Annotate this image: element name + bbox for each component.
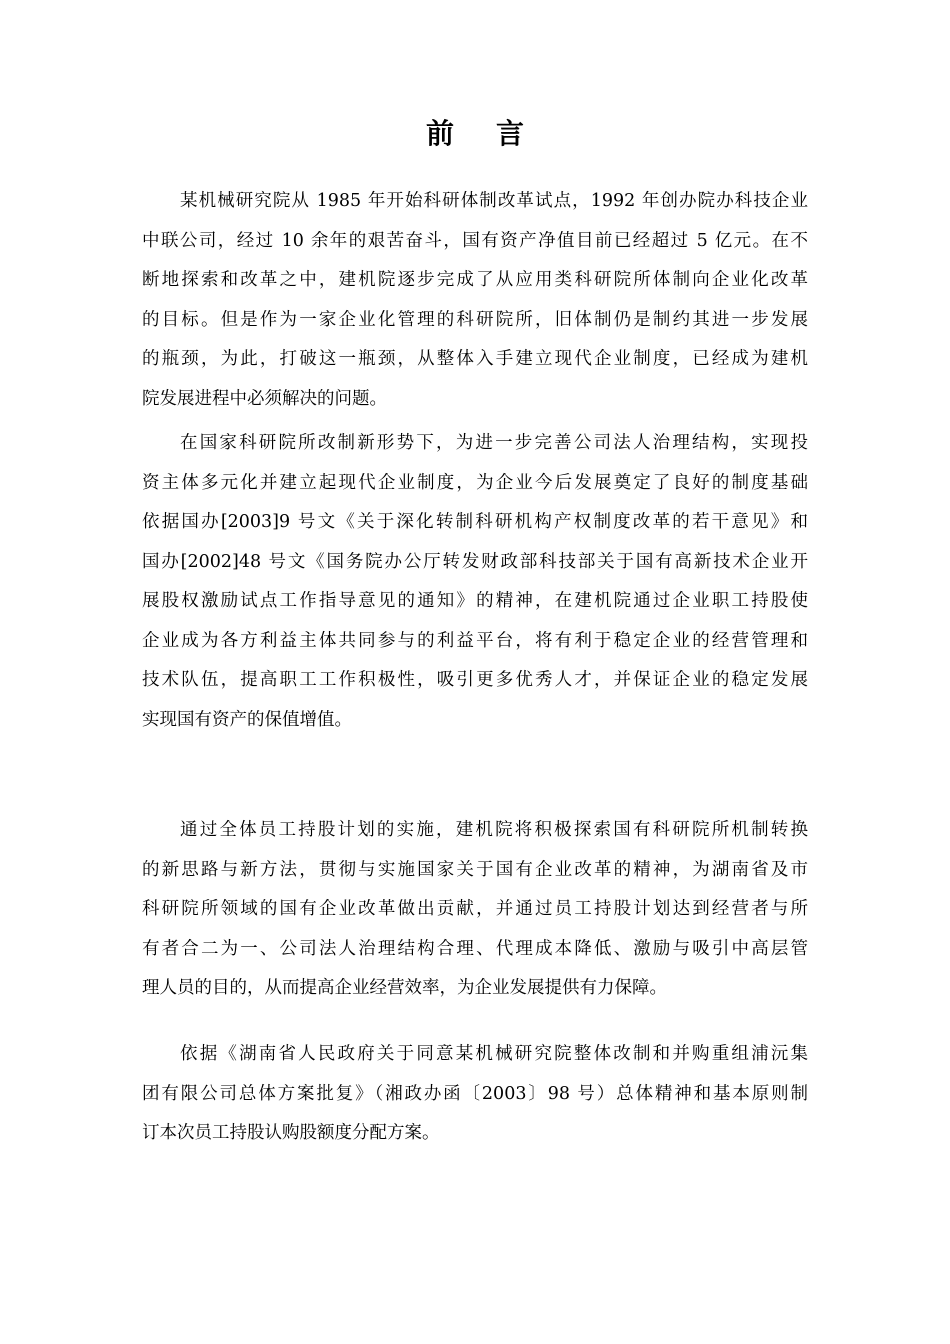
paragraph-line: 资主体多元化并建立起现代企业制度，为企业今后发展奠定了良好的制度基础: [142, 472, 808, 493]
paragraph-line: 展股权激励试点工作指导意见的通知》的精神，在建机院通过企业职工持股使: [142, 591, 808, 611]
paragraph-line: 在国家科研院所改制新形势下，为进一步完善公司法人治理结构，实现投: [180, 433, 808, 453]
paragraph-line: 技术队伍，提高职工工作积极性，吸引更多优秀人才，并保证企业的稳定发展: [142, 670, 808, 690]
paragraph-line: 科研院所领域的国有企业改革做出贡献，并通过员工持股计划达到经营者与所: [142, 899, 808, 919]
paragraph-line: 理人员的目的，从而提高企业经营效率，为企业发展提供有力保障。: [142, 978, 667, 998]
paragraph-line: 有者合二为一、公司法人治理结构合理、代理成本降低、激励与吸引中高层管: [142, 938, 808, 959]
page-title: [0, 112, 950, 152]
paragraph-line: 断地探索和改革之中，建机院逐步完成了从应用类科研院所体制向企业化改革: [142, 270, 808, 290]
paragraph-line: 的新思路与新方法，贯彻与实施国家关于国有企业改革的精神，为湖南省及市: [142, 859, 808, 880]
title-char-1: 前: [425, 117, 454, 150]
paragraph-line: 通过全体员工持股计划的实施，建机院将积极探索国有科研院所机制转换: [180, 820, 808, 840]
paragraph-1: [142, 182, 808, 419]
paragraph-line: 中联公司，经过 10 余年的艰苦奋斗，国有资产净值目前已经超过 5 亿元。在不: [142, 230, 808, 251]
paragraph-3: [142, 811, 808, 1009]
paragraph-4: [142, 1035, 808, 1154]
paragraph-2: [142, 424, 808, 740]
paragraph-line: 国办[2002]48 号文《国务院办公厅转发财政部科技部关于国有高新技术企业开: [142, 551, 808, 572]
paragraph-line: 订本次员工持股认购股额度分配方案。: [142, 1123, 440, 1143]
paragraph-line: 实现国有资产的保值增值。: [142, 709, 352, 730]
paragraph-line: 院发展进程中必须解决的问题。: [142, 388, 387, 409]
paragraph-line: 团有限公司总体方案批复》（湘政办函〔2003〕98 号）总体精神和基本原则制: [142, 1083, 808, 1104]
paragraph-line: 企业成为各方利益主体共同参与的利益平台，将有利于稳定企业的经营管理和: [142, 630, 808, 651]
paragraph-line: 的目标。但是作为一家企业化管理的科研院所，旧体制仍是制约其进一步发展: [142, 309, 808, 330]
title-char-2: 言: [496, 117, 525, 150]
paragraph-line: 的瓶颈，为此，打破这一瓶颈，从整体入手建立现代企业制度，已经成为建机: [142, 349, 808, 369]
paragraph-line: 依据《湖南省人民政府关于同意某机械研究院整体改制和并购重组浦沅集: [180, 1044, 808, 1064]
paragraph-line: 依据国办[2003]9 号文《关于深化转制科研机构产权制度改革的若干意见》和: [142, 512, 808, 532]
paragraph-line: 某机械研究院从 1985 年开始科研体制改革试点，1992 年创办院办科技企业: [180, 191, 808, 211]
